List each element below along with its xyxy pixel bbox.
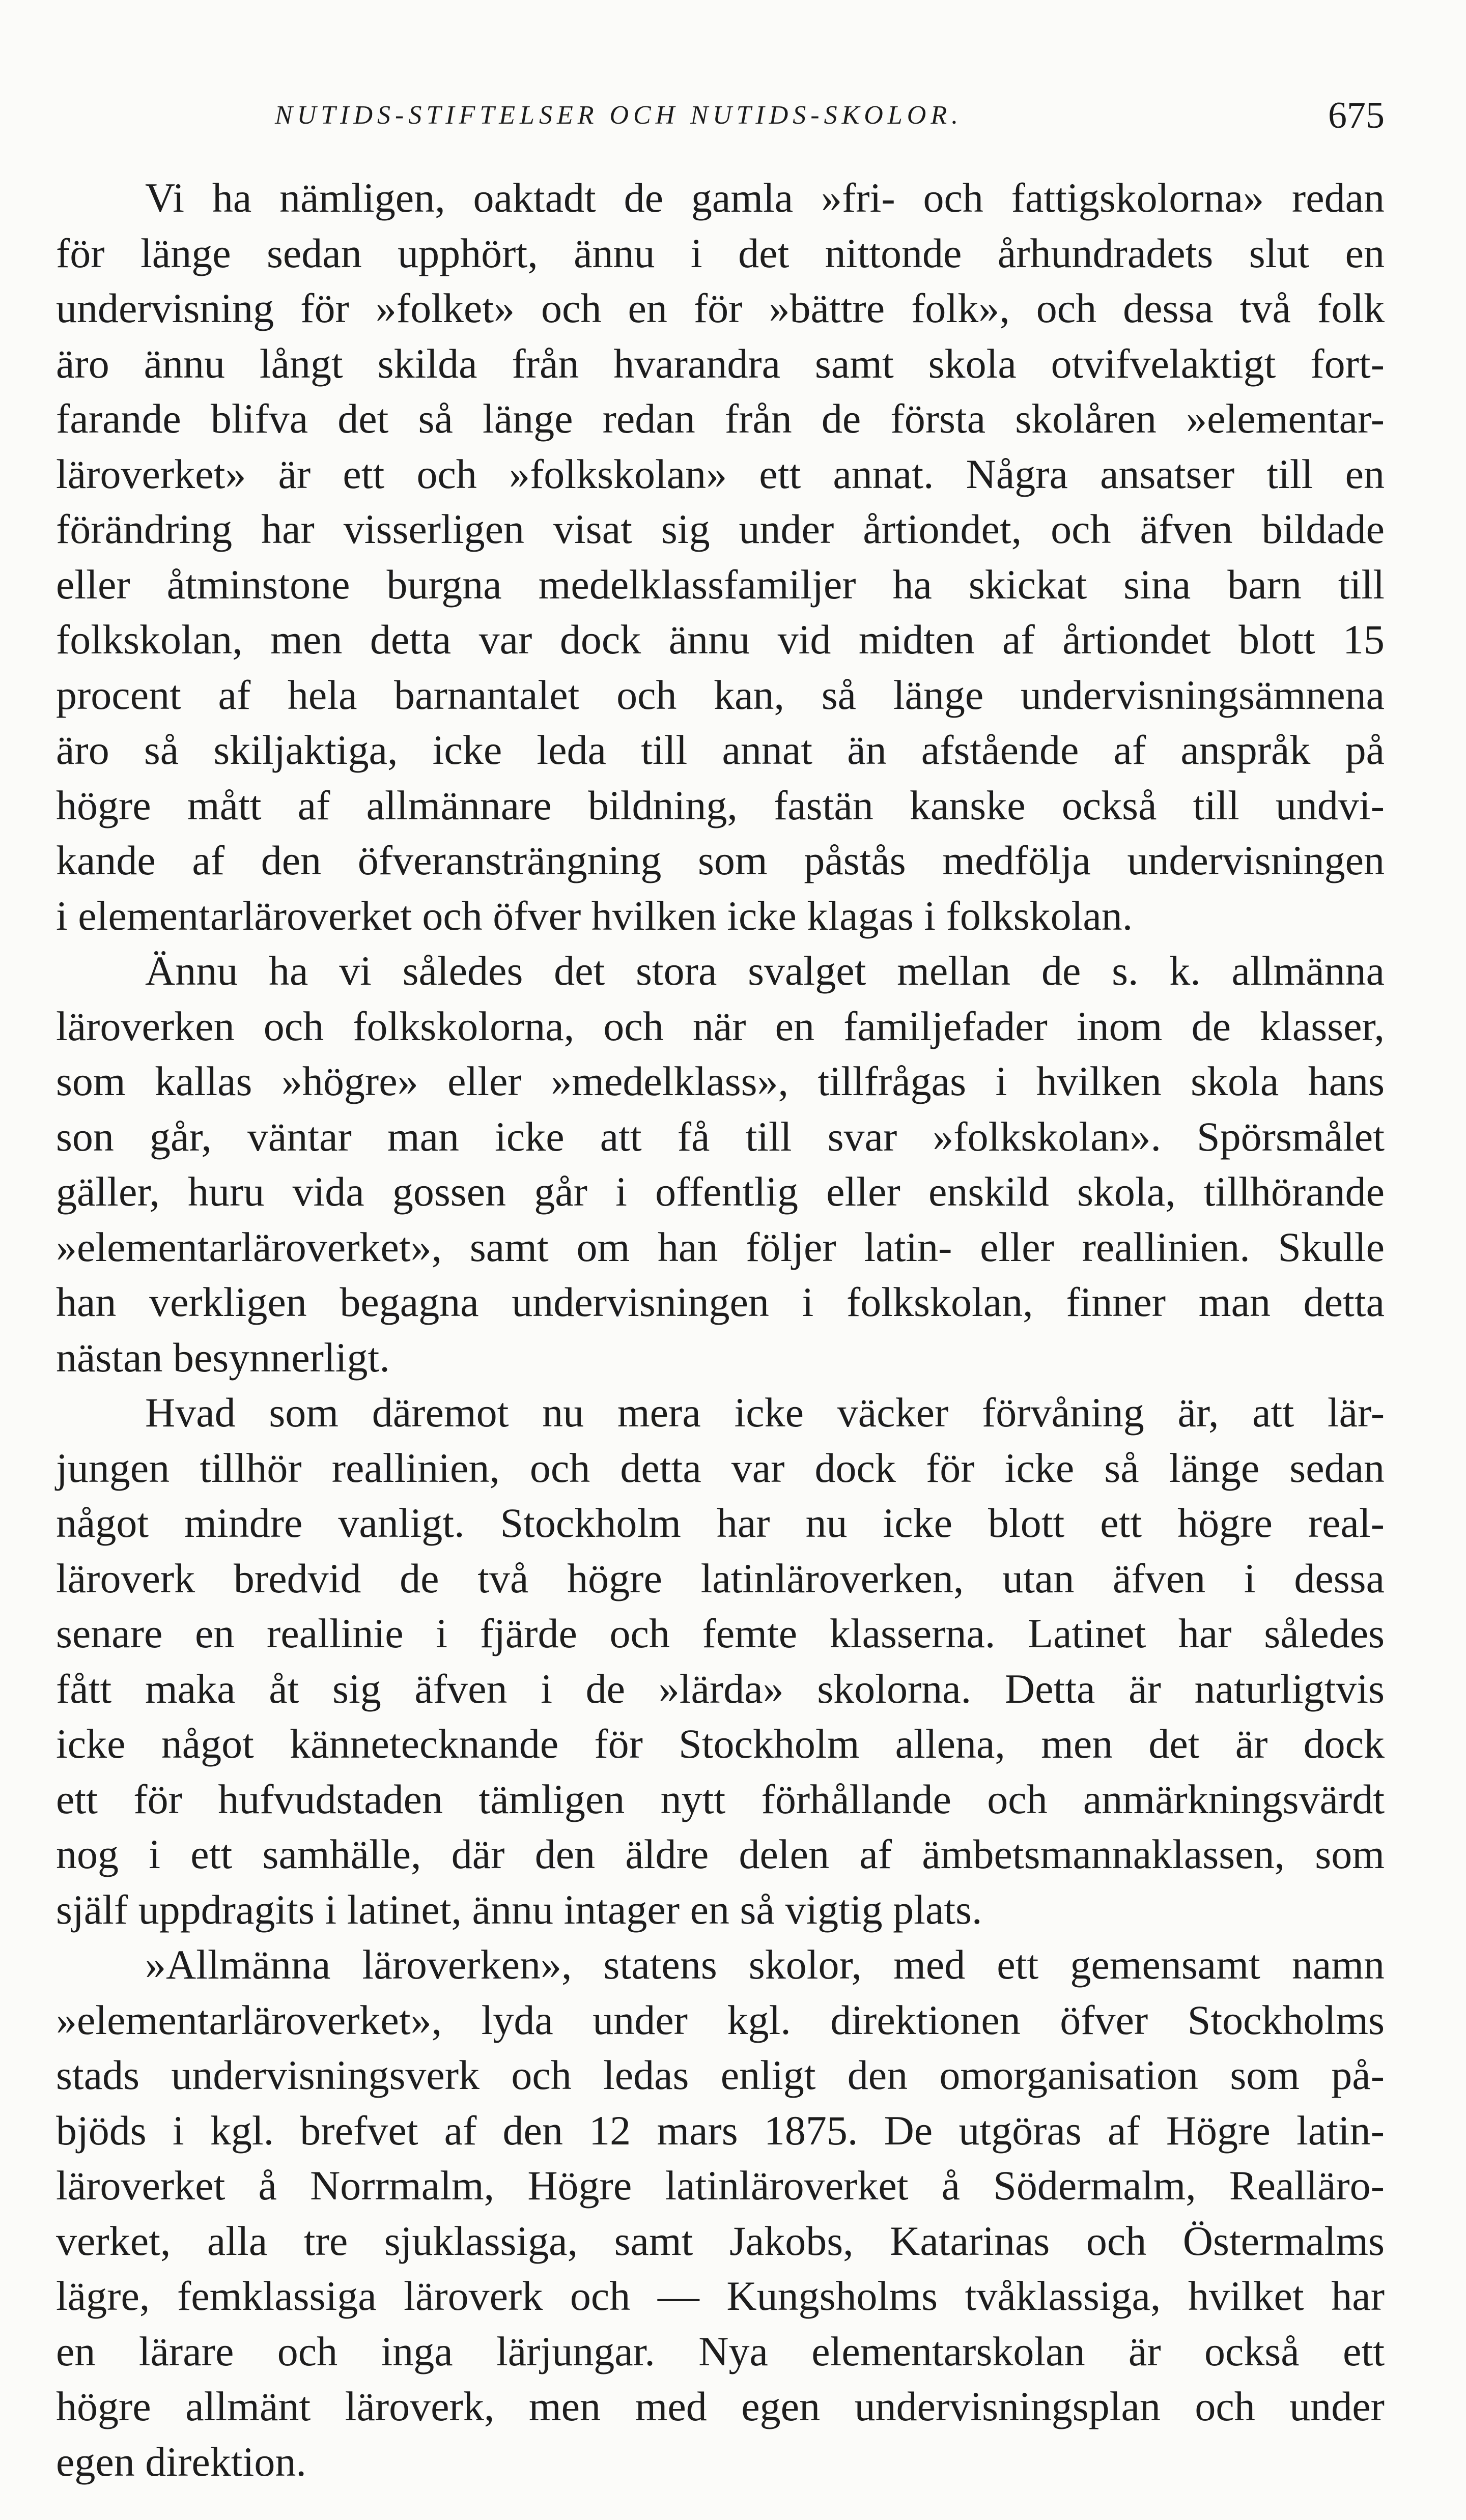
text-line: stads undervisningsverk och ledas enligt den omorganisation som på- [56,2052,1385,2098]
text-line: »Allmänna läroverken», statens skolor, med ett gemensamt namn [145,1941,1385,1988]
text-line: undervisning för »folket» och en för »bättre folk», och dessa två folk [56,285,1385,331]
text-line: han verkligen begagna undervisningen i folkskolan, finner man detta [56,1279,1385,1325]
paragraph-1 [56,170,1385,943]
text-line: Vi ha nämligen, oaktadt de gamla »fri- och fattigskolorna» redan [145,175,1385,221]
text-line: procent af hela barnantalet och kan, så länge undervisningsämnena [56,671,1385,718]
text-line: läroverket å Norrmalm, Högre latinläroverket å Södermalm, Realläro- [56,2162,1385,2209]
text-line: som kallas »högre» eller »medelklass», tillfrågas i hvilken skola hans [56,1058,1385,1104]
text-line: folkskolan, men detta var dock ännu vid midten af årtiondet blott 15 [56,616,1385,663]
text-line: själf uppdragits i latinet, ännu intager en så vigtig plats. [56,1886,982,1933]
text-line: äro ännu långt skilda från hvarandra samt skola otvifvelaktigt fort- [56,340,1385,387]
text-line: läroverk bredvid de två högre latinläroverken, utan äfven i dessa [56,1555,1385,1601]
text-line: fått maka åt sig äfven i de »lärda» skolorna. Detta är naturligtvis [56,1665,1385,1712]
text-line: en lärare och inga lärjungar. Nya elementarskolan är också ett [56,2328,1385,2374]
text-line: högre mått af allmännare bildning, fastän kanske också till undvi- [56,782,1385,828]
paragraph-4 [56,1937,1385,2489]
text-line: gäller, huru vida gossen går i offentlig eller enskild skola, tillhörande [56,1168,1385,1215]
text-line: högre allmänt läroverk, men med egen undervisningsplan och under [56,2383,1385,2429]
text-line: jungen tillhör reallinien, och detta var dock för icke så länge sedan [56,1444,1385,1491]
text-line: läroverket» är ett och »folkskolan» ett annat. Några ansatser till en [56,450,1385,497]
text-line: verket, alla tre sjuklassiga, samt Jakobs, Katarinas och Östermalms [56,2217,1385,2264]
running-head [275,94,1385,150]
text-line: son går, väntar man icke att få till svar »folkskolan». Spörsmålet [56,1113,1385,1160]
text-line: något mindre vanligt. Stockholm har nu icke blott ett högre real- [56,1500,1385,1546]
body-text [56,170,1385,2489]
text-line: egen direktion. [56,2438,306,2485]
text-line: bjöds i kgl. brefvet af den 12 mars 1875. De utgöras af Högre latin- [56,2107,1385,2154]
text-line: lägre, femklassiga läroverk och — Kungsholms tvåklassiga, hvilket har [56,2273,1385,2319]
text-line: Ännu ha vi således det stora svalget mellan de s. k. allmänna [145,948,1385,994]
text-line: nästan besynnerligt. [56,1334,390,1381]
text-line: senare en reallinie i fjärde och femte klasserna. Latinet har således [56,1610,1385,1656]
text-line: nog i ett samhälle, där den äldre delen af ämbetsmannaklassen, som [56,1831,1385,1877]
running-title: NUTIDS-STIFTELSER OCH NUTIDS-SKOLOR. [275,101,963,130]
page-number: 675 [1328,95,1385,136]
text-line: Hvad som däremot nu mera icke väcker förvåning är, att lär- [145,1389,1385,1436]
text-line: äro så skiljaktiga, icke leda till annat än afstående af anspråk på [56,727,1385,773]
paragraph-2 [56,943,1385,1385]
text-line: förändring har visserligen visat sig under årtiondet, och äfven bildade [56,506,1385,552]
text-line: ett för hufvudstaden tämligen nytt förhållande och anmärkningsvärdt [56,1776,1385,1822]
text-line: läroverken och folkskolorna, och när en familjefader inom de klasser, [56,1003,1385,1049]
text-line: »elementarläroverket», lyda under kgl. direktionen öfver Stockholms [56,1996,1385,2043]
text-line: »elementarläroverket», samt om han följer latin- eller reallinien. Skulle [56,1223,1385,1270]
text-line: i elementarläroverket och öfver hvilken icke klagas i folkskolan. [56,892,1133,939]
text-line: kande af den öfveransträngning som påstås medfölja undervisningen [56,837,1385,883]
paragraph-3 [56,1385,1385,1937]
text-line: icke något kännetecknande för Stockholm allena, men det är dock [56,1721,1385,1767]
text-line: eller åtminstone burgna medelklassfamiljer ha skickat sina barn till [56,561,1385,608]
text-line: farande blifva det så länge redan från de första skolåren »elementar- [56,395,1385,442]
text-line: för länge sedan upphört, ännu i det nittonde århundradets slut en [56,230,1385,276]
